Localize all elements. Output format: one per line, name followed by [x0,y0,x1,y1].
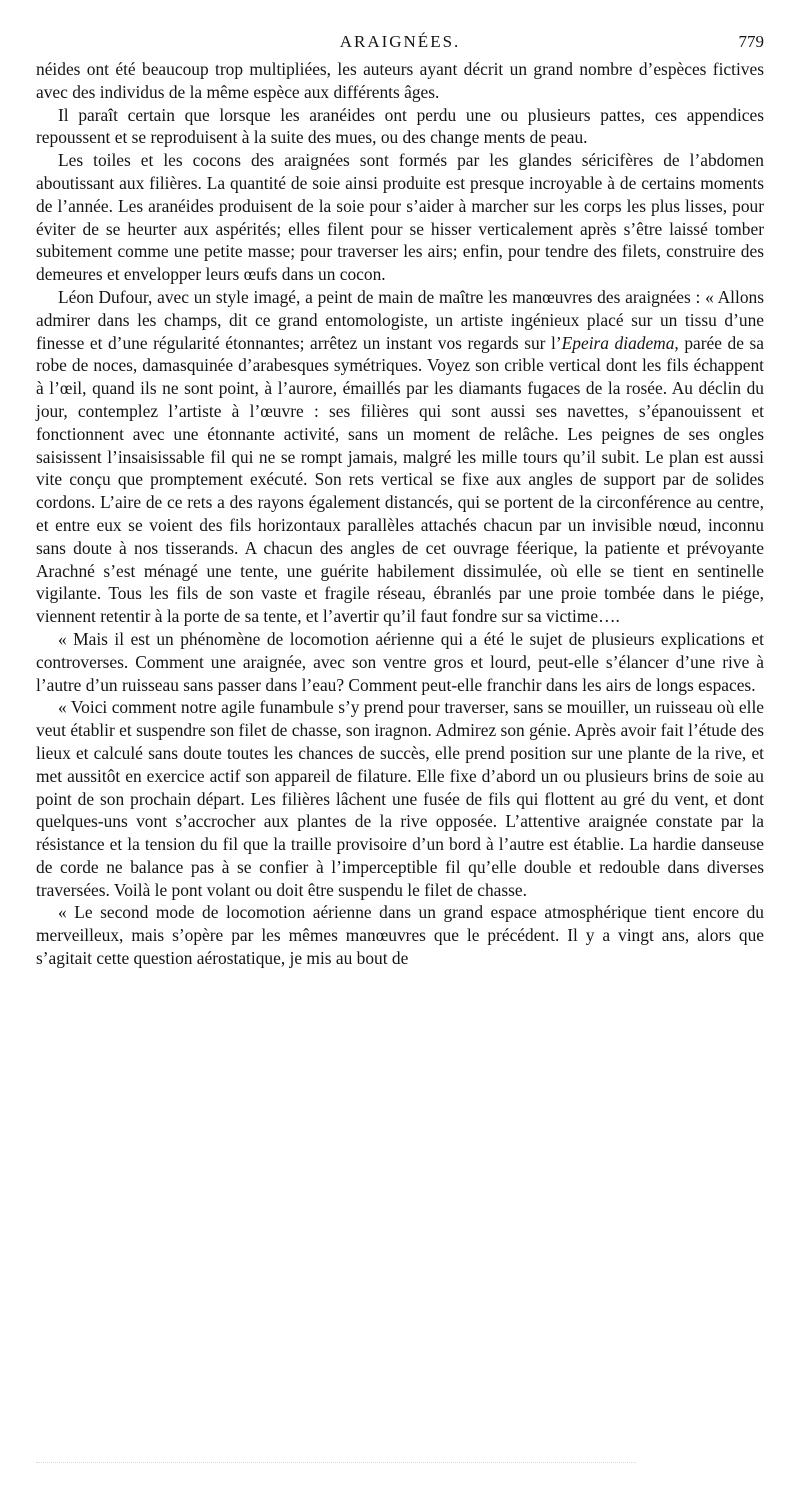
scan-noise-line [36,1462,636,1467]
dufour-text-end: parée de sa robe de noces, damasquinée d’arabesques symétriques. Voyez son crible vertical dont les fils échappent à l’œil, quand ils ne sont point, à l’aurore, émaillés par les diamants fugaces de la rosée. Au déclin du jour, contemplez l’artiste à l’œuvre : ses filières qui sont aussi ses navettes, s’épanouissent et fonctionnent avec une étonnante activité, sans un moment de relâche. Les peignes de ses ongles saisissent l’insaisissable fil qui ne se rompt jamais, malgré les mille tours qu’il subit. Le plan est aussi vite conçu que promptement exécuté. Son rets vertical se fixe aux angles de support par de solides cordons. L’aire de ce rets a des rayons également distancés, qui se portent de la circonférence au centre, et entre eux se voient des fils horizontaux parallèles attachés chacun par un invisible nœud, inconnu sans doute à nos tisserands. A chacun des angles de cet ouvrage féerique, la patiente et prévoyante Arachné s’est ménagé une tente, une guérite habilement dissimulée, où elle se tient en sentinelle vigilante. Tous les fils de son vaste et fragile réseau, ébranlés par une proie tombée dans le piége, viennent retentir à la porte de sa tente, et l’avertir qu’il faut fondre sur sa victime…. [36,332,765,627]
page-number: 779 [738,32,764,51]
paragraph-legs: Il paraît certain que lorsque les aranéides ont perdu une ou plusieurs pattes, ces appendices repoussent et se reproduisent à la suite des mues, ou des change ments de peau. [36,104,764,148]
paragraph-silk: Les toiles et les cocons des araignées sont formés par les glandes séricifères de l’abdomen aboutissant aux filières. La quantité de soie ainsi produite est presque incroyable à de certains moments de l’année. Les aranéides produisent de la soie pour s’aider à marcher sur les corps les plus lisses, pour éviter de se heurter aux aspérités; elles filent pour se hisser verticalement après s’être laissé tomber subitement comme une petite masse; pour traverser les airs; enfin, pour tendre des filets, construire des demeures et envelopper leurs œufs dans un cocon. [36,150,764,285]
paragraph-second-mode: « Le second mode de locomotion aérienne dans un grand espace atmosphérique tient encore du merveilleux, mais s’opère par les mêmes manœuvres que le précédent. Il y a vingt ans, alors que s’agitait cette question aérostatique, je mis au bout de [36,902,764,969]
running-header [36,30,764,58]
paragraph-funambule: « Voici comment notre agile funambule s’y prend pour traverser, sans se mouiller, un ruisseau où elle veut établir et suspendre son filet de chasse, son iragnon. Admirez son génie. Après avoir fait l’étude des lieux et calculé sans doute toutes les chances de succès, elle prend position sur une plante de la rive, et met aussitôt en exercice actif son appareil de filature. Elle fixe d’abord un ou plusieurs brins de soie au point de son prochain départ. Les filières lâchent une fusée de fils qui flottent au gré du vent, et dont quelques-uns vont s’accrocher aux plantes de la rive opposée. L’attentive araignée constate par la résistance et la tension du fil que la traille provisoire d’un bord à l’autre est établie. La hardie danseuse de corde ne balance pas à se confier à l’imperceptible fil qu’elle double et redouble dans diverses traversées. Voilà le pont volant ou doit être suspendu le filet de chasse. [36,697,764,900]
paragraph-locomotion: « Mais il est un phénomène de locomotion aérienne qui a été le sujet de plusieurs explications et controverses. Comment une araignée, avec son ventre gros et lourd, peut-elle s’élancer d’une rive à l’autre d’un ruisseau sans passer dans l’eau? Comment peut-elle franchir dans les airs de longs espaces. [36,628,764,695]
dufour-text-start: Léon Dufour, avec un style imagé, a peint de main de maître les manœuvres des araignées : « Allons admirer dans les champs, dit ce grand entomologiste, un artiste ingénieux placé sur un tissu d’une finesse et d’une régularité étonnantes; arrêtez un instant vos regards sur l’ [36,286,764,353]
running-title: ARAIGNÉES. [339,32,461,51]
paragraph-continuation: néides ont été beaucoup trop multipliées, les auteurs ayant décrit un grand nombre d’espèces fictives avec des individus de la même espèce aux différents âges. [36,59,764,102]
species-name: Epeira diadema, [561,332,679,353]
body-text [36,58,764,970]
document-page [36,30,764,970]
paragraph-dufour [36,286,764,628]
